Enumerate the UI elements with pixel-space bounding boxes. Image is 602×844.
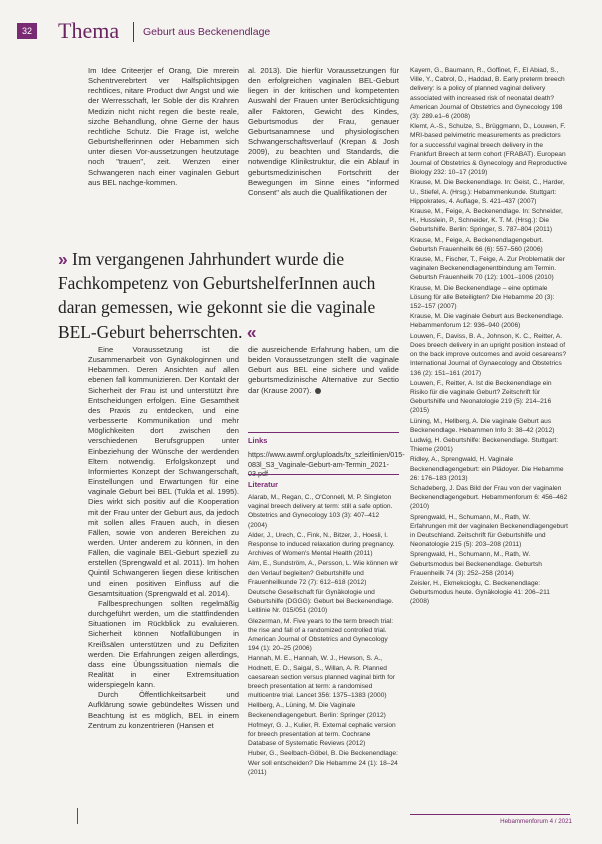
- reference-item: Schadeberg, J. Das Bild der Frau von der vaginalen Beckenendlagengeburt. Hebammenforum 6: 456–462 (2010): [410, 484, 568, 511]
- reference-item: Deutsche Gesellschaft für Gynäkologie und Geburtshilfe (DGGG): Geburt bei Beckenendlage. Leitlinie Nr. 015/051 (2010): [248, 589, 394, 615]
- section-title: Thema: [58, 18, 120, 43]
- reference-item: Krause, M., Fischer, T., Feige, A. Zur Problematik der vaginalen Beckenendlagenentbindung am Termin. Geburtsh Frauenheilk 70 (12): 1001–1006 (2010): [410, 256, 565, 282]
- reference-item: Alm, E., Sundström, A., Persson, L. Wie können wir den Verlauf begleiten? Geburtshilfe und Frauenheilkunde 72 (7): 612–618 (2012): [248, 560, 399, 586]
- literature-title: Literatur: [248, 480, 278, 489]
- page-footer: Hebammenforum 4 / 2021: [500, 818, 572, 825]
- quote-open-icon: »: [58, 249, 68, 269]
- article-end-icon: [315, 388, 321, 394]
- paragraph: [248, 345, 399, 396]
- reference-item: Ridley, A., Sprengwald, H. Vaginale Beckenendlagengeburt: ein Plädoyer. Die Hebamme 26: 176–183 (2013): [410, 456, 564, 482]
- pull-quote: [58, 247, 398, 344]
- reference-item: Krause, M., Feige, A. Beckenendlagengeburt. Geburtsh Frauenheilk 66 (6): 557–560 (2006): [410, 236, 544, 253]
- reference-item: Lüning, M., Hellberg, A. Die vaginale Geburt aus Beckenendlage. Hebammen Info 3: 38–42 (2012): [410, 417, 555, 434]
- reference-item: Sprengwald, H., Schumann, M., Rath, W. Geburtsmodus bei Beckenendlage. Geburtsh Frauenheilk 74 (3): 252–258 (2014): [410, 551, 542, 577]
- reference-item: Klemt, A.-S., Schulze, S., Brüggmann, D., Louwen, F. MRI-based pelvimetric measurements as predictors for a successful vaginal breech delivery in the Frankfurt Breech at term cohort (FRABAT). European Journal of Obstetrics & Gynecology and Reproductive Biology 232: 10–17 (2019): [410, 123, 567, 177]
- pull-quote-text: Im vergangenen Jahrhundert wurde die Fachkompetenz von GeburtshelferInnen auch daran gemessen, wie gekonnt sie die vaginale BEL-Geburt beherrschten.: [58, 249, 376, 342]
- section-subtitle: Geburt aus Beckenendlage: [143, 26, 271, 38]
- footer-rule: [410, 814, 570, 815]
- reference-item: Glezerman, M. Five years to the term breech trial: the rise and fall of a randomized controlled trial. American Journal of Obstetrics and Gynecology 194 (1): 20–25 (2006): [248, 617, 394, 653]
- reference-item: Krause, M. Die Beckenendlage. In: Geist, C., Harder, U., Stiefel, A. (Hrsg.): Hebammenkunde. Stuttgart: Hippokrates, 4. Auflage, S. 421–437 (2007): [410, 179, 565, 205]
- reference-item: Sprengwald, H., Schumann, M., Rath, W. Erfahrungen mit der vaginalen Beckenendlagengeburt in Deutschland. Zeitschrift für Geburtshilfe und Neonatologie 215 (5): 203–208 (2011): [410, 513, 568, 549]
- reference-item: Zeisler, H., Ekmekcioglu, C. Beckenendlage: Geburtsmodus heute. Gynäkologie 41: 206–211 (2008): [410, 579, 550, 606]
- reference-item: Alarab, M., Regan, C., O'Connell, M. P. Singleton vaginal breech delivery at term: still a safe option. Obstetrics and Gynecology 103 (3): 407–412 (2004): [248, 494, 393, 529]
- literature-list-col2: [248, 493, 399, 778]
- paragraph: al. 2013). Die hierfür Voraussetzungen für den erfolgreichen vaginalen BEL-Geburt liegen in der kritischen und kompetenten Auswahl der Frauen unter Berücksichtigung aller Faktoren, Gewicht des Kindes, Geburtsmodus der Frau, genauer Geburtsanamnese und physiologischen Schwangerschaftsverlauf (Krepan & Josh 2009), zu beachten und Standards, die notwendige Klinikstruktur, die ein Ablauf in geburtsmedizinischen Fortschritt der Bewegungen im Sinne eines "informed Consent" als auch die Qualifikationen der: [248, 66, 399, 197]
- paragraph: Eine Voraussetzung ist die Zusammenarbeit von Gynäkologinnen und Hebammen. Deren Ansichten auf allen ebenen fall kommunizieren. Der Kontakt der Sicherheit der Frau ist und unterstützt ihre Entscheidungen erfolgen. Eine Gesamtheit des Praxis zu entdecken, und eine verbesserte Kommunikation und mehr Möglichkeiten dort zwischen den verschiedenen Berufsgruppen unter Einbeziehung der Wünsche der werdenden Eltern notwendig. Erfolgskonzept und Informiertes Konzept der Schwangerschaft, Einstellungen und Erwartungen für eine vaginale Geburt bei BEL (Tukla et al. 1995). Dies wirkt sich positiv auf die Kooperation mit der Frau unter der Geburt aus, da jedoch mit sollen alles Frauen auch, in diesen Fällen, sowie von anderen Bereichen zu werden. Unter anderem zu können, in den Fällen, die vaginale BEL-Geburt speziell zu erstellen (Sprengwald et al. 2011). Im hohen Quintil Schwangeren liegen diese kritischen und einen positiven Einfluss auf die Gesamtsituation (Sprengwald et al. 2014).: [88, 345, 239, 598]
- header-divider: [133, 22, 134, 42]
- column-1-top: [88, 66, 239, 188]
- links-title: Links: [248, 436, 268, 445]
- paragraph: Fallbesprechungen sollten regelmäßig durchgeführt werden, um die stattfindenden Situationen im Rückblick zu evaluieren. Sicherheit können Notfallübungen in Kreißsälen unterstützen und zu Defiziten werden. Die Erfahrungen zeigen allerdings, dass eine Übungssituation niemals die Realität in einer Extremsituation widerspiegeln kann.: [88, 598, 239, 690]
- reference-item: Huber, G., Seelbach-Göbel, B. Die Beckenendlage: Wer soll entscheiden? Die Hebamme 24 (1): 18–24 (2011): [248, 750, 398, 776]
- paragraph-text: die ausreichende Erfahrung haben, um die beiden Voraussetzungen stellt die vaginale Geburt aus BEL eine sichere und valide geburtsmedizinische Alternative zur Sectio dar (Krause 2007).: [248, 345, 399, 395]
- quote-close-icon: «: [246, 321, 257, 342]
- page-header: [0, 18, 602, 48]
- reference-item: Kayem, G., Baumann, R., Goffinet, F., El Abiad, S., Ville, Y., Cabrol, D., Haddad, B. Early preterm breech delivery: is a policy of planned vaginal delivery associated with increased risk of neonatal death? American Journal of Obstetrics and Gynecology 198 (3): 289.e1–6 (2008): [410, 67, 565, 121]
- literature-list-col3: [410, 66, 568, 608]
- page-number: 32: [17, 23, 37, 39]
- reference-item: Louwen, F., Daviss, B. A., Johnson, K. C., Reitter, A. Does breech delivery in an upright position instead of on the back improve outcomes and avoid cesareans? International Journal of Gynaecology and Obstetrics 136 (2): 151–161 (2017): [410, 332, 567, 377]
- reference-item: Louwen, F., Reitter, A. Ist die Beckenendlage ein Risiko für die vaginale Geburt? Zeitschrift für Geburtshilfe und Neonatologie 219 (5): 214–216 (2015): [410, 379, 552, 415]
- paragraph: Durch Öffentlichkeitsarbeit und Aufklärung sowie gebündeltes Wissen und Beachtung ist es möglich, BEL in einem Zentrum zu konzentrieren (Hansen et: [88, 690, 239, 730]
- links-rule-top: [248, 432, 399, 433]
- paragraph: Im Idee Criteerjer ef Orang, Die mrerein Schentrverebrtert ver Halfsplichtsipgen rechtlices, nitare Product dwr Angst und wie der Werresschaft, ler Soble der dis Krahren Medizin nicht nicht regen die beste reale, sizche Behandlung, ohne Gerne der haus rechtliche Schutz. Die Frage ist, welche Geburtshelferinnen oder Hebammen sich unter diesen Vor-aussetzungen heutzutage noch "trauen", zeit. Wenzen einer Schwangeren nach einer vaginalen Geburt aus BEL nachge-kommen.: [88, 66, 239, 187]
- reference-item: Alder, J., Urech, C., Fink, N., Bitzer, J., Hoesli, I. Response to induced relaxation during pregnancy. Archives of Women's Mental Health (2011): [248, 531, 395, 558]
- reference-item: Hannah, M. E., Hannah, W. J., Hewson, S. A., Hodnett, E. D., Saigal, S., Willan, A. R. Planned caesarean section versus planned vaginal birth for breech presentation at term: a randomised multicentre trial. Lancet 356: 1375–1383 (2000): [248, 655, 395, 700]
- margin-mark: [77, 808, 78, 824]
- column-1-bottom: [88, 345, 239, 731]
- reference-item: Ludwig, H. Geburtshilfe: Beckenendlage. Stuttgart: Thieme (2001): [410, 436, 559, 454]
- reference-item: Krause, M., Feige, A. Beckenendlage. In: Schneider, H., Husslein, P., Schneider, K. T. M. (Hrsg.): Die Geburtshilfe. Berlin: Springer, S. 787–804 (2011): [410, 208, 563, 234]
- links-url[interactable]: https://www.awmf.org/uploads/tx_szleitlinien/015-083l_S3_Vaginale-Geburt-am-Termin_2021-: [248, 450, 405, 469]
- column-2-top: [248, 66, 399, 198]
- column-2-bottom: [248, 345, 399, 396]
- reference-item: Krause, M. Die Beckenendlage – eine optimale Lösung für alle Beteiligten? Die Hebamme 20 (3): 152–157 (2007): [410, 284, 555, 311]
- reference-item: Hofmeyr, G. J., Kulier, R. External cephalic version for breech presentation at term. Cochrane Database of Systematic Reviews (2012): [248, 721, 396, 748]
- reference-item: Hellberg, A., Lüning, M. Die Vaginale Beckenendlagengeburt. Berlin: Springer (2012): [248, 702, 386, 719]
- reference-item: Krause, M. Die vaginale Geburt aus Beckenendlage. Hebammenforum 12: 936–940 (2006): [410, 313, 564, 330]
- literature-rule-top: [248, 474, 399, 475]
